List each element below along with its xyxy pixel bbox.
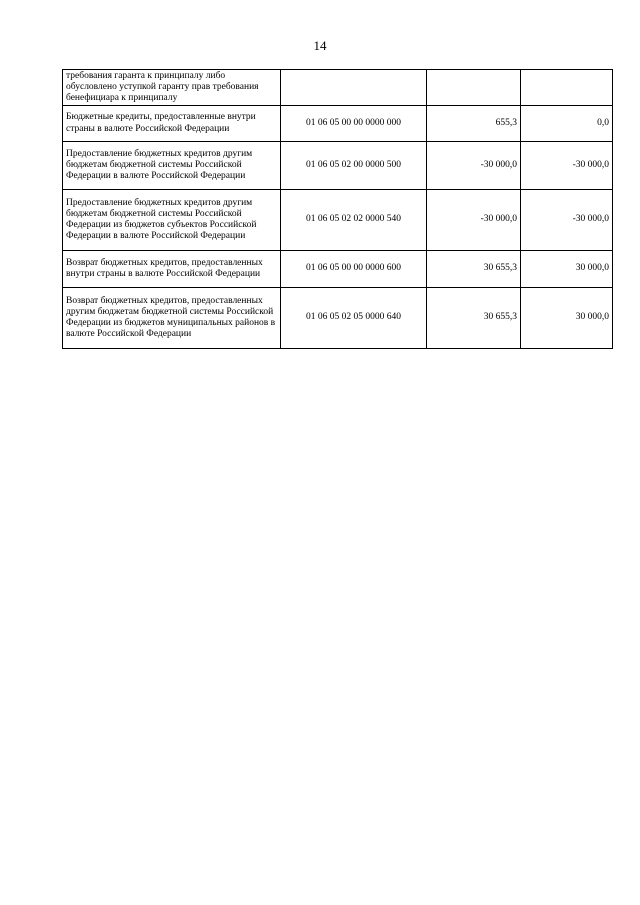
row-code-cell: 01 06 05 02 00 0000 500: [281, 142, 427, 190]
page-number: 14: [313, 38, 327, 53]
budget-sources-table: [62, 69, 613, 349]
row-value-1-cell: 30 655,3: [427, 251, 521, 288]
table-row: [63, 70, 613, 106]
row-name-cell: Предоставление бюджетных кредитов другим бюджетам бюджетной системы Российской Федерации из бюджетов субъектов Российской Федерации в валюте Российской Федерации: [63, 190, 281, 251]
row-name-cell: Возврат бюджетных кредитов, предоставленных другим бюджетам бюджетной системы Российской Федерации из бюджетов муниципальных районов в валюте Российской Федерации: [63, 288, 281, 349]
table-row: [63, 106, 613, 142]
row-value-1-cell: -30 000,0: [427, 142, 521, 190]
row-code-cell: 01 06 05 02 02 0000 540: [281, 190, 427, 251]
row-value-2-cell: [521, 70, 613, 106]
row-name-cell: Возврат бюджетных кредитов, предоставленных внутри страны в валюте Российской Федерации: [63, 251, 281, 288]
row-value-2-cell: -30 000,0: [521, 142, 613, 190]
row-code-cell: 01 06 05 00 00 0000 600: [281, 251, 427, 288]
row-name-cell: требования гаранта к принципалу либо обусловлено уступкой гаранту прав требования бенефициара к принципалу: [63, 70, 281, 106]
row-value-2-cell: -30 000,0: [521, 190, 613, 251]
row-value-2-cell: 30 000,0: [521, 288, 613, 349]
row-value-1-cell: -30 000,0: [427, 190, 521, 251]
row-value-1-cell: 30 655,3: [427, 288, 521, 349]
table-row: [63, 142, 613, 190]
row-value-1-cell: [427, 70, 521, 106]
row-code-cell: [281, 70, 427, 106]
row-name-cell: Бюджетные кредиты, предоставленные внутри страны в валюте Российской Федерации: [63, 106, 281, 142]
row-value-2-cell: 0,0: [521, 106, 613, 142]
row-code-cell: 01 06 05 00 00 0000 000: [281, 106, 427, 142]
row-value-1-cell: 655,3: [427, 106, 521, 142]
table-row: [63, 251, 613, 288]
table-row: [63, 288, 613, 349]
row-name-cell: Предоставление бюджетных кредитов другим бюджетам бюджетной системы Российской Федерации в валюте Российской Федерации: [63, 142, 281, 190]
table-row: [63, 190, 613, 251]
row-code-cell: 01 06 05 02 05 0000 640: [281, 288, 427, 349]
row-value-2-cell: 30 000,0: [521, 251, 613, 288]
